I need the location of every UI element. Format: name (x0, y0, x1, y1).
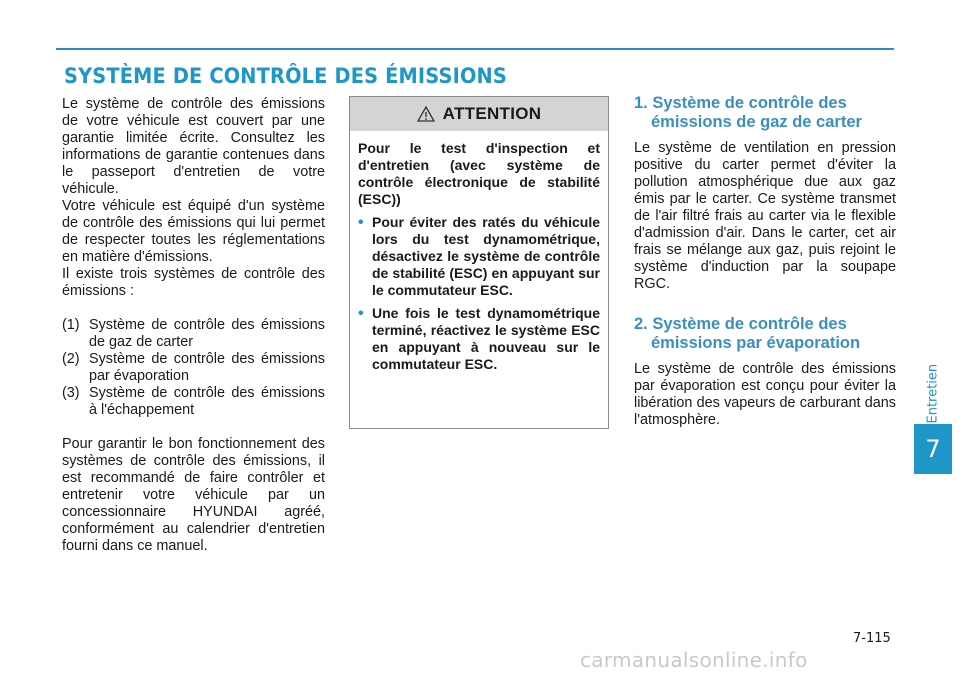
section-title: SYSTÈME DE CONTRÔLE DES ÉMISSIONS (64, 64, 508, 88)
subsection-evaporation-text: Le système de contrôle des émissions par évaporation est conçu pour éviter la libération des vapeurs de carburant dans l'atmosphère. (634, 361, 896, 428)
chapter-tab-label: Entretien (925, 363, 941, 424)
systems-list (62, 317, 325, 419)
attention-header (350, 97, 608, 131)
subsection-crankcase-text: Le système de ventilation en pression positive du carter permet d'éviter la pollution atmosphérique due aux gaz émis par le carter. Ce système transmet de l'air filtré frais au carter via le flexible d'admission d'air. Dans le carter, cet air frais se mélange aux gaz, puis rejoint le système d'induction par la soupape RGC. (634, 140, 896, 292)
page-number: 7-115 (853, 631, 891, 646)
subsection-evaporation-title: 2. Système de contrôle des émissions par évaporation (634, 315, 861, 352)
attention-title: ATTENTION (442, 104, 542, 123)
list-item: (2) Système de contrôle des émissions par évaporation (62, 351, 325, 384)
left-column (62, 96, 325, 555)
maintenance-paragraph: Pour garantir le bon fonctionnement des systèmes de contrôle des émissions, il est recommandé de faire contrôler et entretenir votre véhicule par un concessionnaire HYUNDAI agréé, conformément au calendrier d'entretien fourni dans ce manuel. (62, 436, 325, 554)
right-column (634, 94, 896, 429)
attention-bullet: • Une fois le test dynamométrique terminé, réactivez le système ESC en appuyant à nouveau sur le commutateur ESC. (358, 305, 600, 372)
attention-bullet: • Pour éviter des ratés du véhicule lors du test dynamométrique, désactivez le système de contrôle de stabilité (ESC) en appuyant sur le commutateur ESC. (358, 214, 600, 298)
equipment-paragraph: Votre véhicule est équipé d'un système de contrôle des émissions qui lui permet de respecter toutes les réglementations en matière d'émissions. (62, 198, 325, 265)
subsection-crankcase-title: 1. Système de contrôle des émissions de gaz de carter (634, 94, 862, 131)
attention-box (349, 96, 609, 429)
chapter-number-badge: 7 (914, 424, 952, 474)
list-item: (3) Système de contrôle des émissions à l'échappement (62, 385, 325, 418)
top-rule (56, 48, 894, 50)
attention-body (350, 131, 608, 373)
intro-paragraph: Le système de contrôle des émissions de votre véhicule est couvert par une garantie limitée écrite. Consultez les informations de garantie contenues dans le passeport d'entretien de votre véhicule. (62, 96, 325, 197)
attention-intro: Pour le test d'inspection et d'entretien (avec système de contrôle électronique de stabilité (ESC)) (358, 140, 600, 207)
warning-triangle-icon (417, 106, 435, 122)
watermark: carmanualsonline.info (580, 648, 808, 672)
bullet-dot-icon: • (358, 305, 364, 322)
systems-count-paragraph: Il existe trois systèmes de contrôle des émissions : (62, 266, 325, 299)
bullet-dot-icon: • (358, 214, 364, 231)
list-item: (1) Système de contrôle des émissions de gaz de carter (62, 317, 325, 350)
